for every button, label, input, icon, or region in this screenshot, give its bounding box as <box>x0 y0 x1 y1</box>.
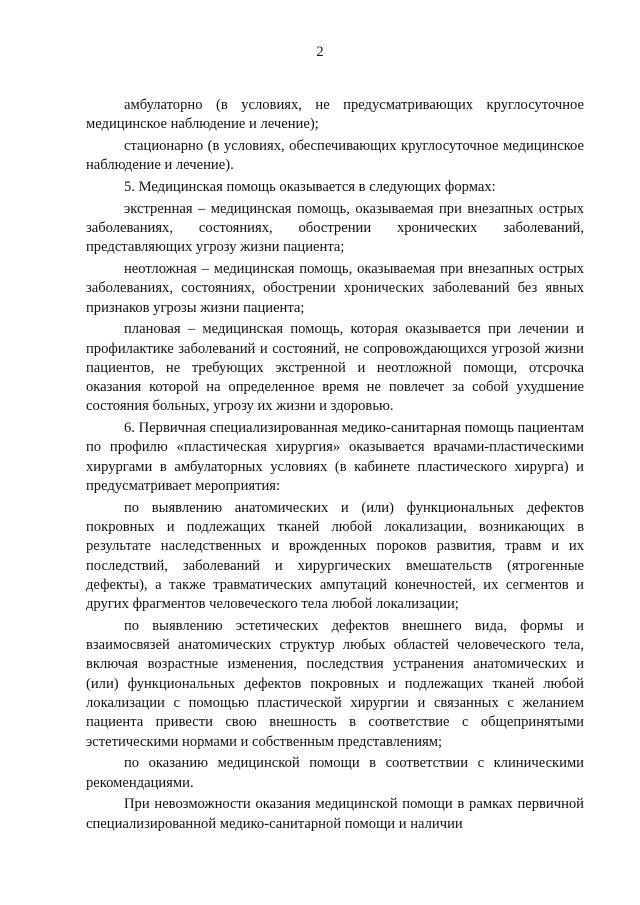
paragraph-impossibility: При невозможности оказания медицинской помощи в рамках первичной специализированной медико-санитарной помощи и наличии <box>86 796 584 832</box>
paragraph-forms-heading: 5. Медицинская помощь оказывается в следующих формах: <box>124 178 496 195</box>
page-number: 2 <box>316 44 324 60</box>
paragraph-inpatient: стационарно (в условиях, обеспечивающих круглосуточное медицинское наблюдение и лечение). <box>86 137 584 174</box>
paragraph-functional-defects: по выявлению анатомических и (или) функциональных дефектов покровных и подлежащих тканей любой локализации, возникающих в результате наследственных и врожденных пороков развития, травм и их последствий, заболеваний и хирургических вмешательств (ятрогенные дефекты), а также травматических ампутаций конечностей, их сегментов и других фрагментов человеческого тела любой локализации; <box>86 499 584 613</box>
document-body <box>86 96 584 836</box>
paragraph-urgent: неотложная – медицинская помощь, оказываемая при внезапных острых заболеваниях, состояниях, обострении хронических заболеваний без явных признаков угрозы жизни пациента; <box>86 260 584 316</box>
paragraph-aesthetic-defects: по выявлению эстетических дефектов внешнего вида, формы и взаимосвязей анатомических структур любых областей человеческого тела, включая возрастные изменения, последствия устранения анатомических и (или) функциональных дефектов покровных и подлежащих тканей любой локализации с помощью пластической хирургии и связанных с желанием пациента привести свою внешность в соответствие с общепринятыми эстетическими нормами и собственным представлениям; <box>86 617 584 750</box>
paragraph-emergency: экстренная – медицинская помощь, оказываемая при внезапных острых заболеваниях, состояниях, обострении хронических заболеваний, представляющих угрозу жизни пациента; <box>86 200 584 256</box>
paragraph-planned: плановая – медицинская помощь, которая оказывается при лечении и профилактике заболеваний и состояний, не сопровождающихся угрозой жизни пациентов, не требующих экстренной и неотложной помощи, отсрочка оказания которой на определенное время не повлечет за собой ухудшение состояния больных, угрозу их жизни и здоровью. <box>86 321 584 415</box>
paragraph-clinical-recommendations: по оказанию медицинской помощи в соответствии с клиническими рекомендациями. <box>86 755 584 791</box>
paragraph-primary-care: 6. Первичная специализированная медико-санитарная помощь пациентам по профилю «пластическая хирургия» оказывается врачами-пластическими хирургами в амбулаторных условиях (в кабинете пластического хирурга) и предусматривает мероприятия: <box>86 420 584 494</box>
paragraph-ambulatory: амбулаторно (в условиях, не предусматривающих круглосуточное медицинское наблюдение и лечение); <box>86 97 584 133</box>
